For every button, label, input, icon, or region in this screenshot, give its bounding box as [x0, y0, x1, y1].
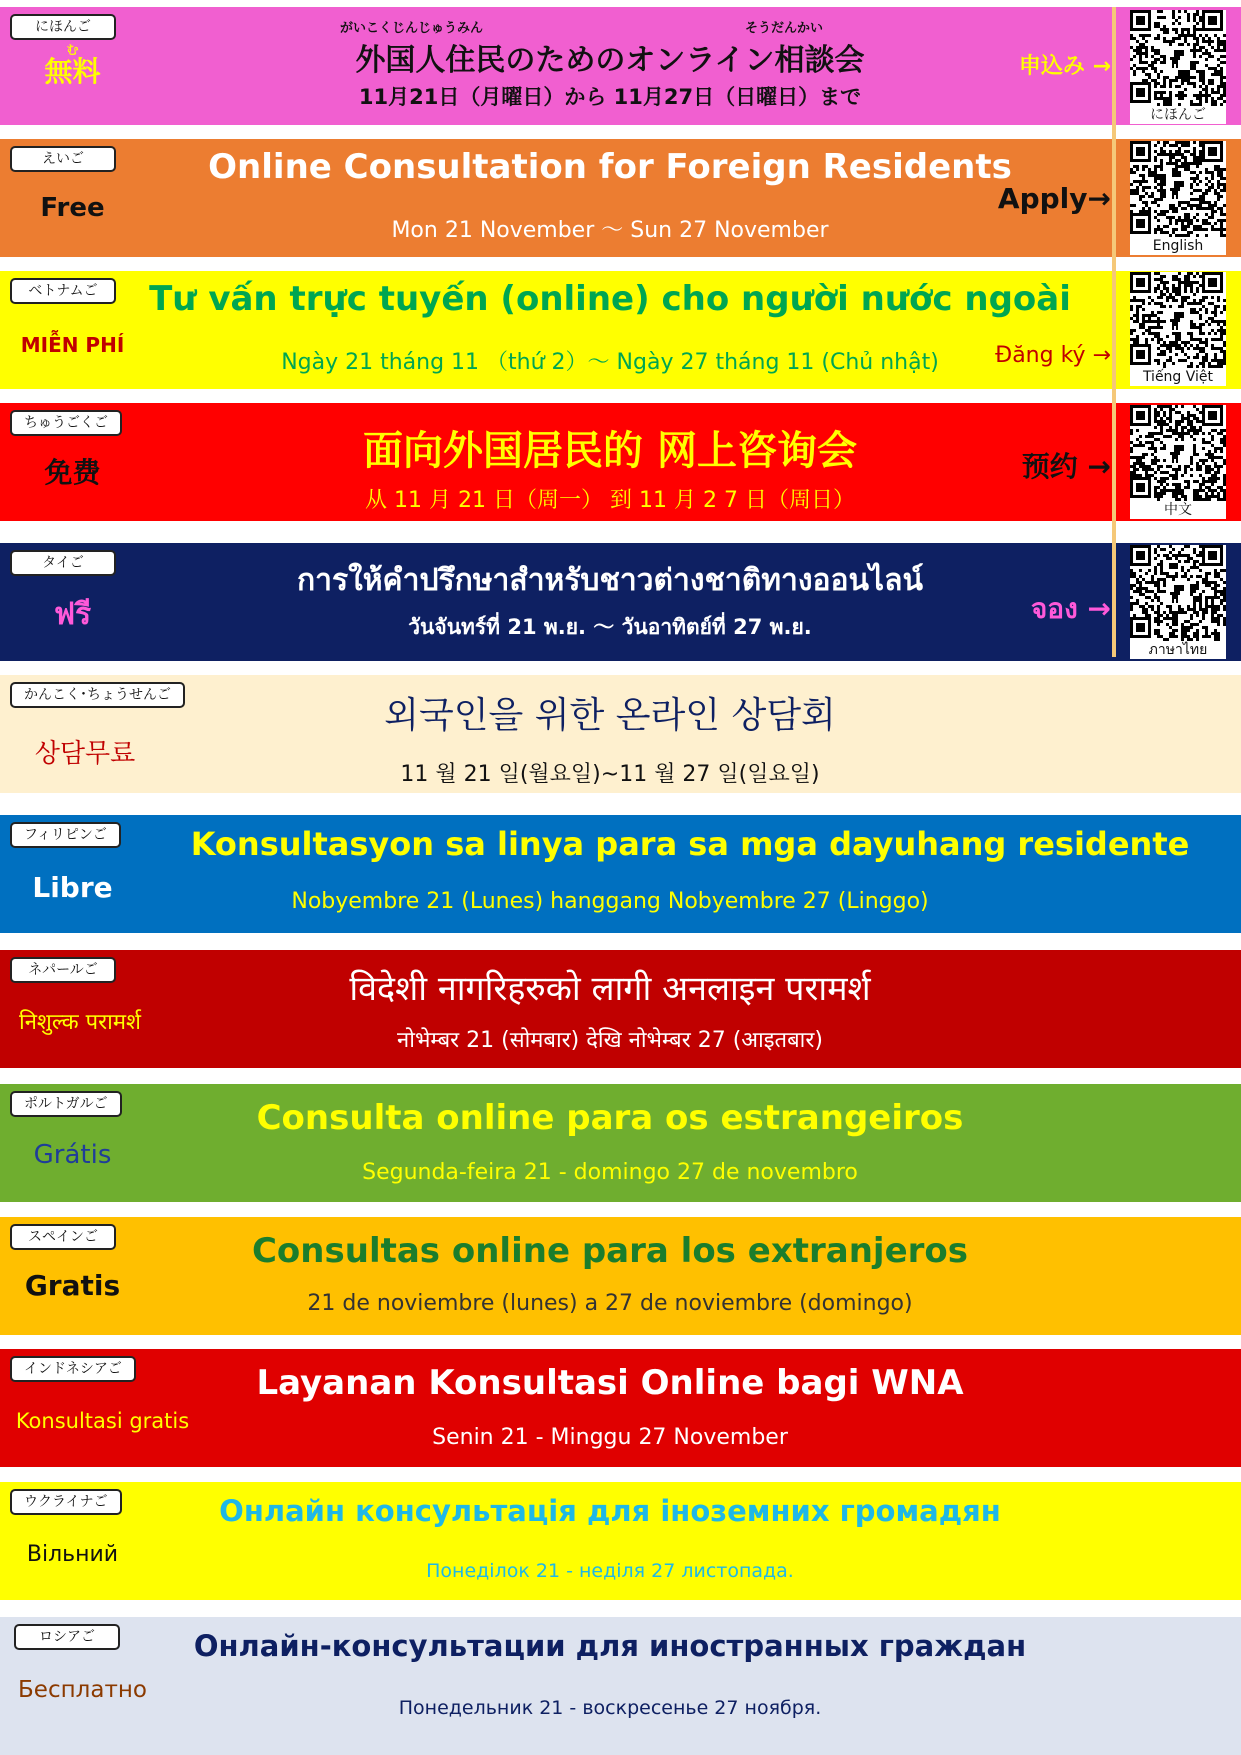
title-vietnamese: Tư vấn trực tuyến (online) cho người nước ngoài — [149, 279, 1071, 319]
lang-tag: えいご — [10, 146, 116, 172]
free-label: Libre — [32, 871, 113, 904]
lang-tag: ロシアご — [14, 1624, 120, 1650]
date-range: Nobyembre 21 (Lunes) hanggang Nobyembre 27 (Linggo) — [291, 889, 929, 914]
lang-tag: ベトナムご — [10, 278, 116, 304]
date-range: नोभेम्बर 21 (सोमबार) देखि नोभेम्बर 27 (आइतबार) — [397, 1028, 823, 1053]
qr-code-icon — [1130, 545, 1226, 641]
free-label: Бесплатно — [18, 1677, 147, 1703]
lang-tag: ウクライナご — [10, 1489, 122, 1515]
lang-tag: タイご — [10, 550, 116, 576]
date-range: Понедельник 21 - воскресенье 27 ноября. — [398, 1697, 822, 1719]
free-label: 無料む — [44, 43, 101, 88]
free-label: 免费 — [44, 456, 101, 489]
lang-tag: インドネシアご — [10, 1356, 136, 1382]
title-korean: 외국인을 위한 온라인 상담회 — [384, 695, 836, 736]
date-range: วันจันทร์ที่ 21 พ.ย. ～ วันอาทิตย์ที่ 27 พ.ย. — [408, 615, 812, 639]
date-range: Segunda-feira 21 - domingo 27 de novembro — [362, 1160, 858, 1185]
qr-code-english[interactable] — [1130, 141, 1226, 255]
qr-code-thai[interactable] — [1130, 545, 1226, 659]
qr-label: にほんご — [1130, 106, 1226, 124]
free-label: MIỄN PHÍ — [20, 333, 125, 357]
band-spanish — [0, 1217, 1241, 1335]
title-spanish: Consultas online para los extranjeros — [251, 1231, 968, 1271]
lang-tag: ポルトガルご — [10, 1091, 122, 1117]
qr-code-chinese[interactable] — [1130, 405, 1226, 519]
date-range: 11月21日（月曜日）から 11月27日（日曜日）まで — [358, 85, 862, 109]
title-indonesian: Layanan Konsultasi Online bagi WNA — [256, 1363, 964, 1403]
free-label: Konsultasi gratis — [15, 1409, 190, 1433]
date-range: Mon 21 November ～ Sun 27 November — [391, 218, 829, 243]
free-label: 상담무료 — [34, 739, 136, 769]
title-english: Online Consultation for Foreign Residents — [208, 147, 1012, 187]
band-portuguese — [0, 1084, 1241, 1202]
free-label: Вільний — [26, 1542, 119, 1567]
apply-link[interactable]: Đăng ký → — [995, 343, 1111, 368]
date-range: 从 11 月 21 日（周一） 到 11 月 2 7 日（周日） — [365, 488, 855, 513]
title-japanese: がいこくじんじゅうみん そうだんかい 外国人住民のためのオンライン相談会 — [145, 17, 1075, 79]
free-label: Free — [40, 193, 105, 223]
date-range: Понеділок 21 - неділя 27 листопада. — [426, 1560, 794, 1582]
lang-tag: ネパールご — [10, 957, 116, 983]
free-label: निशुल्क परामर्श — [19, 1010, 141, 1035]
lang-tag: スペインご — [10, 1224, 116, 1250]
apply-link[interactable]: 申込み → — [1018, 54, 1111, 79]
date-range: Ngày 21 tháng 11 （thứ 2）～ Ngày 27 tháng 11 (Chủ nhật) — [281, 350, 939, 375]
qr-label: English — [1130, 237, 1226, 255]
title-thai: การให้คำปรึกษาสำหรับชาวต่างชาติทางออนไลน์ — [296, 563, 923, 598]
qr-label: 中文 — [1130, 501, 1226, 519]
lang-tag: かんこく･ちょうせんご — [10, 682, 185, 708]
qr-label: ภาษาไทย — [1130, 641, 1226, 659]
date-range: 11 월 21 일(월요일)~11 월 27 일(일요일) — [400, 762, 820, 787]
band-indonesian — [0, 1349, 1241, 1467]
qr-column-divider — [1112, 7, 1116, 657]
band-japanese — [0, 7, 1241, 125]
qr-code-icon — [1130, 405, 1226, 501]
title-chinese: 面向外国居民的 网上咨询会 — [363, 428, 857, 474]
lang-tag: フィリピンご — [10, 822, 121, 848]
band-vietnamese — [0, 271, 1241, 389]
free-label: Gratis — [24, 1269, 121, 1302]
band-chinese — [0, 403, 1241, 521]
band-nepali — [0, 950, 1241, 1068]
qr-code-icon — [1130, 272, 1226, 368]
band-thai — [0, 543, 1241, 661]
lang-tag: にほんご — [10, 14, 116, 40]
date-range: Senin 21 - Minggu 27 November — [432, 1425, 788, 1450]
free-label: ฟรี — [53, 597, 92, 632]
title-furigana: がいこくじんじゅうみん そうだんかい — [340, 21, 824, 36]
free-label: Grátis — [33, 1140, 112, 1170]
apply-link[interactable]: Apply→ — [997, 182, 1111, 215]
band-english — [0, 139, 1241, 257]
qr-code-vietnamese[interactable] — [1130, 272, 1226, 386]
title-filipino: Konsultasyon sa linya para sa mga dayuhang residente — [190, 825, 1190, 863]
qr-code-japanese[interactable] — [1130, 10, 1226, 124]
qr-code-icon — [1130, 10, 1226, 106]
apply-link[interactable]: 预约 → — [1021, 450, 1111, 483]
band-korean — [0, 675, 1241, 793]
qr-code-icon — [1130, 141, 1226, 237]
lang-tag: ちゅうごくご — [10, 410, 122, 436]
title-ukrainian: Онлайн консультація для іноземних громадян — [219, 1494, 1001, 1528]
band-russian — [0, 1617, 1241, 1755]
date-range: 21 de noviembre (lunes) a 27 de noviembre (domingo) — [307, 1291, 913, 1316]
band-ukrainian — [0, 1482, 1241, 1600]
title-russian: Онлайн-консультации для иностранных граждан — [193, 1629, 1027, 1663]
title-nepali: विदेशी नागरिहरुको लागी अनलाइन परामर्श — [349, 969, 871, 1009]
apply-link[interactable]: จอง → — [1030, 592, 1111, 625]
title-portuguese: Consulta online para os estrangeiros — [256, 1098, 964, 1138]
qr-label: Tiếng Việt — [1130, 368, 1226, 386]
band-filipino — [0, 815, 1241, 933]
